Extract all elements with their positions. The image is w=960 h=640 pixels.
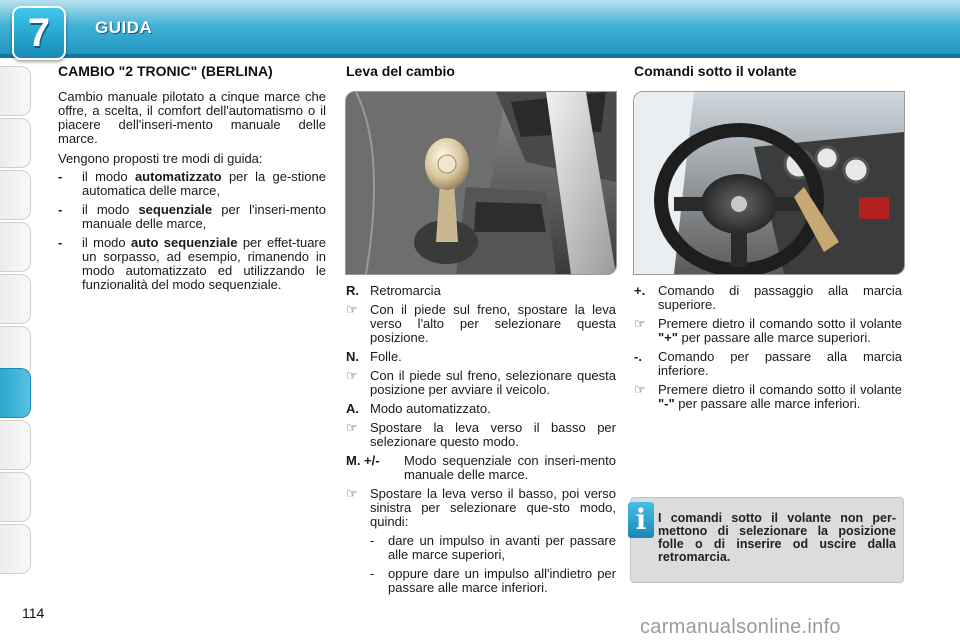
side-tab-3[interactable] [0,170,31,220]
gear-lever-photo [345,91,617,275]
hand-pointer-icon: ☞ [634,316,646,331]
list-item: +. Comando di passaggio alla marcia superiore. [634,283,902,312]
list-item: ☞ Con il piede sul freno, spostare la leva verso l'alto per selezionare questa posizione. [346,302,616,345]
list-dash: - [58,169,63,184]
hand-pointer-icon: ☞ [346,302,358,317]
list-item: ☞ Con il piede sul freno, selezionare questa posizione per avviare il veicolo. [346,368,616,397]
info-note-text: I comandi sotto il volante non per-mettono di selezionare la posizione folle o di inserire od uscire dalla retromarcia. [658,511,896,564]
side-tab-5[interactable] [0,274,31,324]
list-item: ☞ Premere dietro il comando sotto il volante "+" per passare alle marce superiori. [634,316,902,345]
side-tab-4[interactable] [0,222,31,272]
steering-controls-title: Comandi sotto il volante [634,63,797,79]
gear-lever-list [346,284,616,600]
list-item: ☞ Spostare la leva verso il basso, poi verso sinistra per selezionare que-sto modo, quindi: [346,486,616,529]
list-item: A. Modo automatizzato. [346,401,491,416]
side-tab-7-active[interactable] [0,368,31,418]
list-item: N. Folle. [346,349,402,364]
page-number: 114 [22,605,45,621]
chapter-badge [12,6,66,60]
mode-item: - il modo auto sequenziale per effet-tuare un sorpasso, ad esempio, rimanendo in modo automatizzato ed utilizzando le funzionalità del modo sequenziale. [58,235,326,292]
side-tab-2[interactable] [0,118,31,168]
gear-lever-title: Leva del cambio [346,63,455,79]
info-icon: i [628,502,654,538]
hand-pointer-icon: ☞ [346,486,358,501]
list-dash: - [58,202,63,217]
steering-controls-list [634,284,902,416]
hand-pointer-icon: ☞ [346,420,358,435]
steering-wheel-photo [633,91,905,275]
chapter-title: GUIDA [95,18,153,37]
chapter-number: 7 [27,11,51,55]
side-tab-10[interactable] [0,524,31,574]
left-column [58,64,326,297]
hand-pointer-icon: ☞ [346,368,358,383]
list-item: -. Comando per passare alla marcia inferiore. [634,349,902,378]
sub-list-item: - oppure dare un impulso all'indietro per passare alle marce inferiori. [370,566,616,595]
mode-item: - il modo sequenziale per l'inseri-mento manuale delle marce, [58,202,326,231]
side-tab-9[interactable] [0,472,31,522]
modes-intro: Vengono proposti tre modi di guida: [58,151,263,166]
intro-paragraph: Cambio manuale pilotato a cinque marce che offre, a scelta, il comfort dell'automatismo o il piacere dell'inseri-mento manuale delle marce. [58,89,326,146]
mode-item: - il modo automatizzato per la ge-stione automatica delle marce, [58,169,326,198]
sub-list-item: - dare un impulso in avanti per passare alle marce superiori, [370,533,616,562]
list-item: ☞ Spostare la leva verso il basso per selezionare questo modo. [346,420,616,449]
list-item: R. Retromarcia [346,283,441,298]
list-item: M. +/- Modo sequenziale con inseri-mento manuale delle marce. [346,453,616,482]
header-divider [0,54,960,58]
hand-pointer-icon: ☞ [634,382,646,397]
list-item: ☞ Premere dietro il comando sotto il volante "-" per passare alle marce inferiori. [634,382,902,411]
section-title: CAMBIO "2 TRONIC" (BERLINA) [58,63,273,79]
watermark: carmanualsonline.info [640,616,841,638]
side-tab-1[interactable] [0,66,31,116]
side-tab-8[interactable] [0,420,31,470]
list-dash: - [58,235,63,250]
